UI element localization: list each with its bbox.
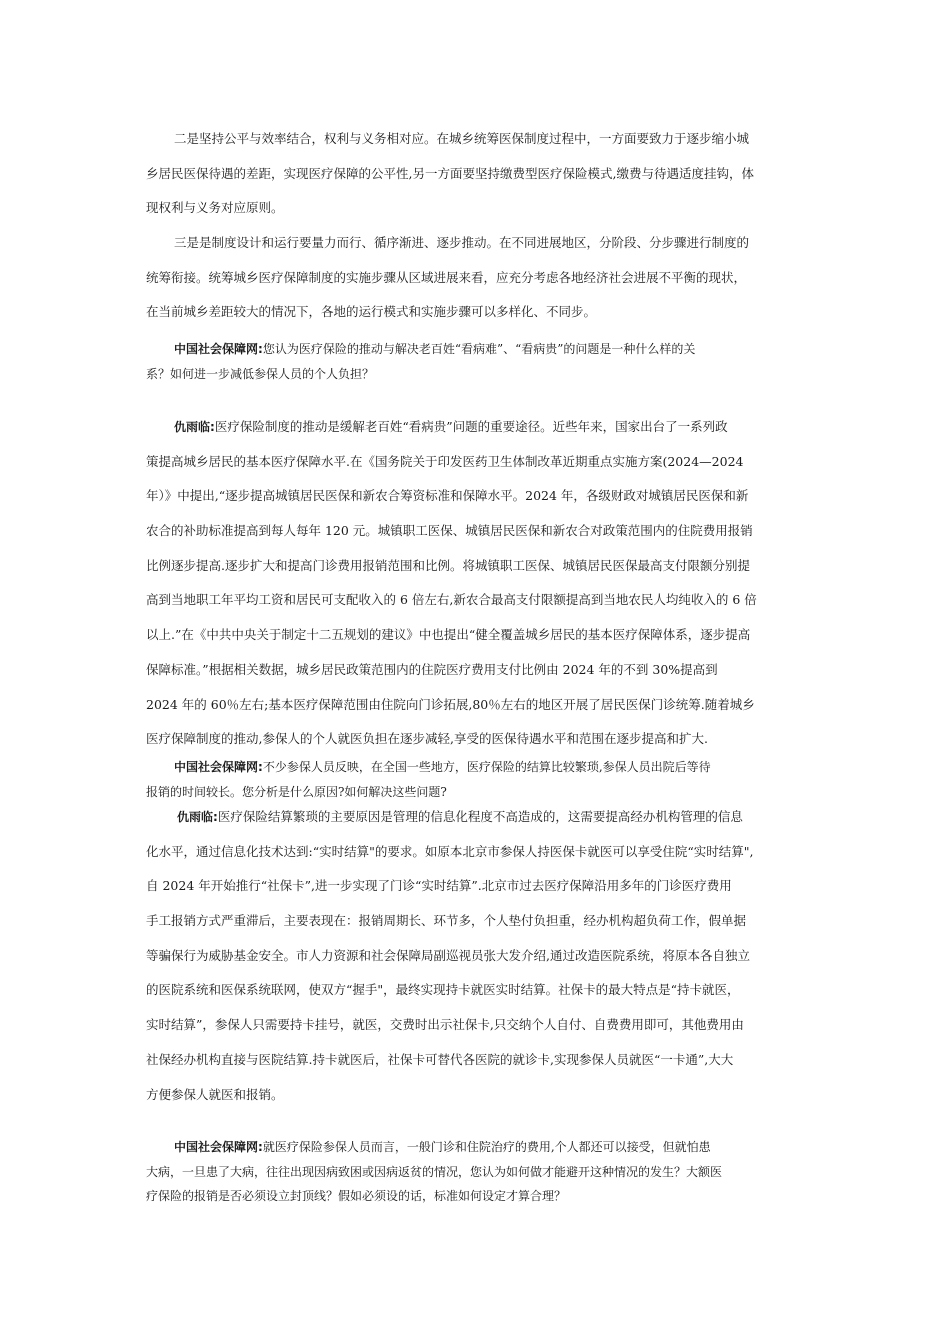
text-line: 疗保险的报销是否必须设立封顶线？假如必须设的话，标准如何设定才算合理？ [146,1189,567,1203]
text-line: 统筹衔接。统筹城乡医疗保障制度的实施步骤从区域进展来看，应充分考虑各地经济社会进展不平衡的现状， [146,269,747,285]
text-line: 乡居民医保待遇的差距，实现医疗保障的公平性,另一方面要坚持缴费型医疗保险模式,缴费与待遇适度挂钩，体 [146,165,754,181]
text-line [146,755,811,780]
text-line: 自 2024 年开始推行“社保卡”,进一步实现了门诊“实时结算”.北京市过去医疗保障沿用多年的门诊医疗费用 [146,878,732,894]
paragraph-principle-three [146,226,811,330]
answer-text: 医疗保险制度的推动是缓解老百姓“看病贵”问题的重要途径。近些年来，国家出台了一系列政 [214,419,728,434]
text-line: 三是是制度设计和运行要量力而行、循序渐进、逐步推动。在不同进展地区，分阶段、分步骤进行制度的 [174,235,750,250]
paragraph-principle-two [146,122,811,226]
text-line [146,410,811,445]
text-line [146,337,811,362]
speaker-label: 中国社会保障网: [174,1140,263,1154]
question-text: 您认为医疗保险的推动与解决老百姓“看病难”、“看病贵”的问题是一种什么样的关 [262,342,696,356]
text-line [146,800,811,835]
text-line: 等骗保行为威胁基金安全。市人力资源和社会保障局副巡视员张大发介绍,通过改造医院系统，将原本各自独立 [146,947,750,963]
text-line: 比例逐步提高.逐步扩大和提高门诊费用报销范围和比例。将城镇职工医保、城镇居民医保最高支付限额分别提 [146,557,750,573]
question-paragraph [146,755,811,804]
text-line: 2024 年的 60％左右;基本医疗保障范围由住院向门诊拓展,80％左右的地区开展了居民医保门诊统筹.随着城乡 [146,696,755,712]
text-line: 实时结算”，参保人只需要持卡挂号，就医，交费时出示社保卡,只交纳个人自付、自费费用即可，其他费用由 [146,1017,744,1033]
text-line: 化水平，通过信息化技术达到:“实时结算"的要求。如原本北京市参保人持医保卡就医可以享受住院“实时结算", [146,843,754,859]
answer-paragraph [146,800,811,1112]
text-line: 以上.”在《中共中央关于制定十二五规划的建议》中也提出“健全覆盖城乡居民的基本医疗保障体系，逐步提高 [146,627,751,643]
text-line: 年）》中提出,“逐步提高城镇居民医保和新农合筹资标准和保障水平。2024 年，各级财政对城镇居民医保和新 [146,488,749,504]
question-text: 不少参保人员反映，在全国一些地方，医疗保险的结算比较繁琐,参保人员出院后等待 [262,760,711,774]
text-line: 报销的时间较长。您分析是什么原因?如何解决这些问题? [146,784,447,799]
text-line: 手工报销方式严重滞后，主要表现在：报销周期长、环节多，个人垫付负担重，经办机构超负荷工作，假单据 [146,913,747,929]
question-paragraph [146,1135,811,1209]
text-line: 农合的补助标准提高到每人每年 120 元。城镇职工医保、城镇居民医保和新农合对政策范围内的住院费用报销 [146,523,753,539]
text-line: 保障标准。”根据相关数据，城乡居民政策范围内的住院医疗费用支付比例由 2024 年的不到 30%提高到 [146,661,718,677]
text-line: 社保经办机构直接与医院结算.持卡就医后，社保卡可替代各医院的就诊卡,实现参保人员就医“一卡通”,大大 [146,1051,734,1067]
answer-paragraph [146,410,811,757]
text-line: 策提高城乡居民的基本医疗保障水平.在《国务院关于印发医药卫生体制改革近期重点实施方案(2024—2024 [146,453,744,469]
text-line: 高到当地职工年平均工资和居民可支配收入的 6 倍左右,新农合最高支付限额提高到当地农民人均纯收入的 6 倍 [146,592,757,608]
question-paragraph [146,337,811,386]
question-text: 就医疗保险参保人员而言，一般门诊和住院治疗的费用,个人都还可以接受，但就怕患 [262,1140,711,1154]
answer-text: 医疗保险结算繁琐的主要原因是管理的信息化程度不高造成的，这需要提高经办机构管理的信息 [217,809,743,824]
text-line: 在当前城乡差距较大的情况下，各地的运行模式和实施步骤可以多样化、不同步。 [146,304,597,320]
text-line [146,1135,811,1160]
text-line: 现权利与义务对应原则。 [146,200,284,216]
text-line: 医疗保障制度的推动,参保人的个人就医负担在逐步减轻,享受的医保待遇水平和范围在逐步提高和扩大. [146,731,708,747]
text-line: 的医院系统和医保系统联网，使双方“握手"，最终实现持卡就医实时结算。社保卡的最大特点是“持卡就医， [146,982,740,998]
speaker-label: 中国社会保障网: [174,760,263,774]
speaker-label: 中国社会保障网: [174,342,263,356]
text-line: 二是坚持公平与效率结合，权利与义务相对应。在城乡统筹医保制度过程中，一方面要致力于逐步缩小城 [174,131,750,146]
text-line: 方便参保人就医和报销。 [146,1086,284,1102]
speaker-label: 仇雨临: [177,810,218,824]
text-line: 大病，一旦患了大病，往往出现因病致困或因病返贫的情况，您认为如何做才能避开这种情况的发生？大额医 [146,1164,723,1179]
speaker-label: 仇雨临: [174,420,215,434]
text-line: 系？如何进一步减低参保人员的个人负担？ [146,366,375,381]
